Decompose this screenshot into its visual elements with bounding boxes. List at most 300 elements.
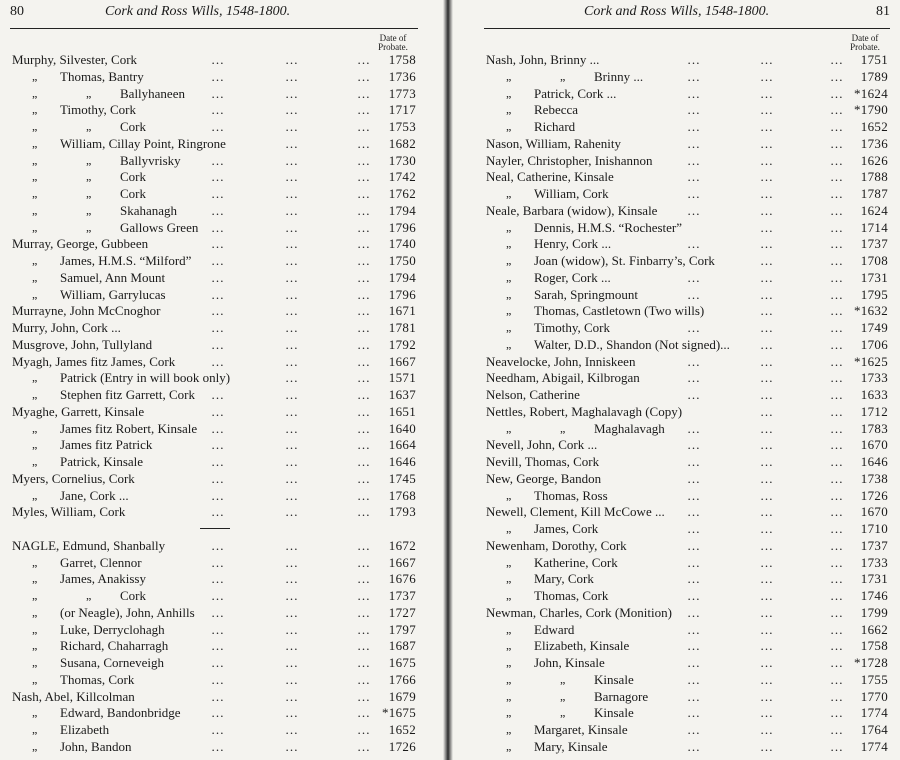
testator-name: Nevill, Thomas, Cork <box>486 454 600 469</box>
probate-year: 1764 <box>860 722 888 737</box>
leader-dots: … <box>830 119 844 134</box>
leader-dots: … <box>830 186 844 201</box>
testator-name: Newenham, Dorothy, Cork <box>486 537 627 553</box>
leader-dots: … <box>285 169 299 185</box>
ditto-mark: „ <box>506 85 512 100</box>
probate-year: 1676 <box>388 571 416 587</box>
leader-dots: … <box>687 621 701 637</box>
will-entry <box>484 186 890 203</box>
testator-name: Murry, John, Cork ... <box>12 320 121 335</box>
leader-dots: … <box>830 638 844 654</box>
ditto-mark: „ <box>86 186 92 200</box>
probate-year: 1787 <box>860 186 888 201</box>
will-entry <box>10 488 418 505</box>
leader-dots: … <box>211 504 225 520</box>
testator-name: William, Cork <box>534 186 609 201</box>
leader-dots: … <box>285 705 299 721</box>
testator-name: Cork <box>120 588 146 603</box>
will-entry <box>484 588 890 605</box>
will-entry <box>484 320 890 337</box>
probate-year: 1736 <box>860 135 888 151</box>
probate-year: 1766 <box>388 671 416 687</box>
right-page <box>484 0 890 760</box>
will-entry <box>484 672 890 689</box>
ditto-mark: „ <box>32 454 38 468</box>
leader-dots: … <box>760 303 774 319</box>
leader-dots: … <box>357 671 371 687</box>
probate-year: 1768 <box>388 487 416 503</box>
leader-dots: … <box>357 621 371 637</box>
leader-dots: … <box>760 571 774 587</box>
will-entry <box>484 119 890 136</box>
ditto-mark: „ <box>560 420 566 435</box>
probate-year: 1733 <box>860 554 888 570</box>
leader-dots: … <box>285 236 299 252</box>
leader-dots: … <box>830 102 844 118</box>
leader-dots: … <box>830 303 844 319</box>
leader-dots: … <box>830 336 844 352</box>
testator-name: James fitz Robert, Kinsale <box>60 420 198 436</box>
probate-year: 1675 <box>388 655 416 670</box>
leader-dots: … <box>830 722 844 737</box>
leader-dots: … <box>211 269 225 285</box>
leader-dots: … <box>687 387 701 402</box>
page-number: 80 <box>10 4 24 19</box>
leader-dots: … <box>211 537 225 553</box>
leader-dots: … <box>687 420 701 436</box>
leader-dots: … <box>357 403 371 419</box>
will-entry <box>484 253 890 270</box>
section-separator <box>10 521 418 538</box>
probate-year: *1624 <box>854 85 888 101</box>
leader-dots: … <box>830 738 844 754</box>
leader-dots: … <box>760 621 774 637</box>
testator-name: Nelson, Catherine <box>486 387 580 402</box>
leader-dots: … <box>687 671 701 687</box>
will-entry <box>10 538 418 555</box>
ditto-mark: „ <box>32 420 38 435</box>
probate-year: 1762 <box>388 186 416 201</box>
testator-name: Cork <box>120 169 146 185</box>
probate-year: *1632 <box>854 303 888 319</box>
ditto-mark: „ <box>506 219 512 234</box>
probate-year: 1646 <box>388 454 416 469</box>
leader-dots: … <box>830 470 844 486</box>
will-entry <box>10 320 418 337</box>
ditto-mark: „ <box>560 671 566 686</box>
leader-dots: … <box>285 554 299 570</box>
will-entry <box>484 521 890 538</box>
testator-name: James fitz Patrick <box>60 437 153 453</box>
leader-dots: … <box>357 638 371 654</box>
leader-dots: … <box>760 152 774 168</box>
will-entry <box>484 136 890 153</box>
will-entry <box>484 638 890 655</box>
will-entry <box>10 169 418 186</box>
ditto-mark: „ <box>32 621 38 636</box>
probate-year: 1774 <box>860 738 888 754</box>
leader-dots: … <box>830 152 844 168</box>
leader-dots: … <box>760 370 774 386</box>
leader-dots: … <box>211 722 225 737</box>
leader-dots: … <box>687 169 701 185</box>
ditto-mark: „ <box>506 420 512 435</box>
ditto-mark: „ <box>506 521 512 535</box>
leader-dots: … <box>357 320 371 335</box>
leader-dots: … <box>760 387 774 402</box>
probate-year: 1667 <box>388 353 416 369</box>
leader-dots: … <box>687 537 701 553</box>
leader-dots: … <box>687 604 701 620</box>
probate-year: 1794 <box>388 202 416 218</box>
probate-year: 1749 <box>860 320 888 335</box>
testator-name: Thomas, Cork <box>60 671 135 687</box>
will-entry <box>10 186 418 203</box>
probate-year: 1781 <box>388 320 416 335</box>
testator-name: Ballyvrisky <box>120 152 181 168</box>
testator-name: Sarah, Springmount <box>534 286 638 302</box>
testator-name: Rebecca <box>534 102 579 118</box>
testator-name: Patrick, Kinsale <box>60 454 144 469</box>
leader-dots: … <box>211 420 225 436</box>
testator-name: Neal, Catherine, Kinsale <box>486 169 614 185</box>
ditto-mark: „ <box>32 604 38 619</box>
leader-dots: … <box>211 437 225 453</box>
leader-dots: … <box>687 186 701 201</box>
will-entry <box>484 86 890 103</box>
leader-dots: … <box>357 604 371 620</box>
testator-name: Luke, Derryclohagh <box>60 621 165 637</box>
will-entry <box>10 236 418 253</box>
leader-dots: … <box>357 571 371 587</box>
leader-dots: … <box>211 353 225 369</box>
will-entry <box>10 638 418 655</box>
running-title: Cork and Ross Wills, 1548-1800. <box>105 4 291 19</box>
will-entry <box>10 69 418 86</box>
leader-dots: … <box>687 705 701 721</box>
will-entry <box>484 488 890 505</box>
testator-name: Cork <box>120 186 146 201</box>
testator-name: Neale, Barbara (widow), Kinsale <box>486 202 658 218</box>
leader-dots: … <box>760 269 774 285</box>
leader-dots: … <box>285 336 299 352</box>
ditto-mark: „ <box>506 671 512 686</box>
ditto-mark: „ <box>32 219 38 234</box>
leader-dots: … <box>687 286 701 302</box>
leader-dots: … <box>285 286 299 302</box>
leader-dots: … <box>211 236 225 252</box>
will-entry <box>484 270 890 287</box>
will-entry <box>10 287 418 304</box>
will-entry <box>484 370 890 387</box>
leader-dots: … <box>357 722 371 737</box>
will-entry <box>10 421 418 438</box>
will-entry <box>10 454 418 471</box>
probate-year: 1788 <box>860 169 888 185</box>
will-entry <box>484 437 890 454</box>
ditto-mark: „ <box>506 621 512 636</box>
probate-year: *1728 <box>854 655 888 670</box>
testator-name: Nash, John, Brinny ... <box>486 52 600 67</box>
leader-dots: … <box>357 554 371 570</box>
will-entry <box>484 555 890 572</box>
leader-dots: … <box>760 638 774 654</box>
testator-name: James, H.M.S. “Milford” <box>60 253 192 268</box>
leader-dots: … <box>285 437 299 453</box>
probate-year: 1737 <box>860 236 888 252</box>
leader-dots: … <box>285 102 299 118</box>
leader-dots: … <box>830 370 844 386</box>
probate-year: 1742 <box>388 169 416 185</box>
ditto-mark: „ <box>32 487 38 502</box>
testator-name: Timothy, Cork <box>60 102 136 118</box>
left-page <box>10 0 418 760</box>
leader-dots: … <box>830 52 844 67</box>
leader-dots: … <box>830 604 844 620</box>
leader-dots: … <box>357 688 371 704</box>
ditto-mark: „ <box>32 387 38 401</box>
leader-dots: … <box>830 135 844 151</box>
probate-year: 1633 <box>860 387 888 402</box>
probate-year: 1783 <box>860 420 888 436</box>
will-entry <box>10 203 418 220</box>
leader-dots: … <box>285 621 299 637</box>
testator-name: Garret, Clennor <box>60 554 142 570</box>
testator-name: Susana, Corneveigh <box>60 655 164 670</box>
leader-dots: … <box>760 353 774 369</box>
will-entry <box>484 705 890 722</box>
will-entry <box>10 136 418 153</box>
leader-dots: … <box>285 738 299 754</box>
leader-dots: … <box>760 604 774 620</box>
leader-dots: … <box>285 269 299 285</box>
leader-dots: … <box>285 537 299 553</box>
leader-dots: … <box>687 454 701 469</box>
probate-year: 1682 <box>388 135 416 151</box>
leader-dots: … <box>760 688 774 704</box>
ditto-mark: „ <box>506 286 512 301</box>
will-entry <box>484 689 890 706</box>
will-entry <box>10 119 418 136</box>
testator-name: Newman, Charles, Cork (Monition) <box>486 604 672 620</box>
probate-year: 1773 <box>388 85 416 101</box>
leader-dots: … <box>357 102 371 118</box>
will-entry <box>10 705 418 722</box>
leader-dots: … <box>357 202 371 218</box>
ditto-mark: „ <box>560 68 566 83</box>
leader-dots: … <box>830 671 844 687</box>
leader-dots: … <box>760 253 774 268</box>
leader-dots: … <box>830 202 844 218</box>
leader-dots: … <box>211 303 225 319</box>
ditto-mark: „ <box>86 588 92 602</box>
probate-year: 1727 <box>388 604 416 620</box>
will-entry <box>10 220 418 237</box>
probate-year: 1652 <box>860 119 888 134</box>
leader-dots: … <box>760 554 774 570</box>
leader-dots: … <box>830 286 844 302</box>
ditto-mark: „ <box>32 186 38 200</box>
probate-year: 1670 <box>860 437 888 453</box>
will-entry <box>484 236 890 253</box>
ditto-mark: „ <box>32 588 38 602</box>
probate-year: 1750 <box>388 253 416 268</box>
leader-dots: … <box>760 52 774 67</box>
leader-dots: … <box>357 269 371 285</box>
leader-dots: … <box>687 119 701 134</box>
testator-name: Thomas, Ross <box>534 487 608 503</box>
probate-year: 1708 <box>860 253 888 268</box>
ditto-mark: „ <box>506 102 512 117</box>
will-entry <box>484 69 890 86</box>
testator-name: Myles, William, Cork <box>12 504 126 520</box>
probate-year: 1758 <box>388 52 416 67</box>
testator-name: John, Bandon <box>60 738 132 754</box>
leader-dots: … <box>830 236 844 252</box>
leader-dots: … <box>830 487 844 503</box>
probate-year: 1731 <box>860 269 888 285</box>
ditto-mark: „ <box>506 186 512 200</box>
will-entry <box>484 421 890 438</box>
running-title: Cork and Ross Wills, 1548-1800. <box>584 4 770 19</box>
probate-year: 1687 <box>388 638 416 654</box>
probate-year: 1793 <box>388 504 416 520</box>
testator-name: Mary, Kinsale <box>534 738 608 754</box>
leader-dots: … <box>211 286 225 302</box>
leader-dots: … <box>830 253 844 268</box>
leader-dots: … <box>830 537 844 553</box>
leader-dots: … <box>687 320 701 335</box>
will-entry <box>10 739 418 756</box>
leader-dots: … <box>211 169 225 185</box>
header-rule <box>10 28 418 29</box>
probate-year: 1667 <box>388 554 416 570</box>
leader-dots: … <box>211 102 225 118</box>
testator-name: Roger, Cork ... <box>534 269 611 285</box>
leader-dots: … <box>211 738 225 754</box>
testator-name: John, Kinsale <box>534 655 605 670</box>
leader-dots: … <box>211 152 225 168</box>
will-entry <box>484 354 890 371</box>
leader-dots: … <box>760 504 774 520</box>
leader-dots: … <box>760 537 774 553</box>
leader-dots: … <box>357 219 371 235</box>
will-entry <box>484 504 890 521</box>
leader-dots: … <box>830 688 844 704</box>
leader-dots: … <box>760 219 774 235</box>
leader-dots: … <box>830 320 844 335</box>
leader-dots: … <box>760 186 774 201</box>
will-entry <box>484 220 890 237</box>
date-of-probate-header: Date of Probate. <box>378 33 408 52</box>
testator-name: Jane, Cork ... <box>60 487 129 503</box>
ditto-mark: „ <box>32 253 38 267</box>
leader-dots: … <box>357 119 371 134</box>
will-entry <box>484 722 890 739</box>
testator-name: (or Neagle), John, Anhills <box>60 604 195 620</box>
ditto-mark: „ <box>506 705 512 720</box>
leader-dots: … <box>760 671 774 687</box>
leader-dots: … <box>285 454 299 469</box>
leader-dots: … <box>211 638 225 654</box>
will-entry <box>10 555 418 572</box>
testator-name: Dennis, H.M.S. “Rochester” <box>534 219 683 235</box>
testator-name: Myers, Cornelius, Cork <box>12 470 135 486</box>
testator-name: Nettles, Robert, Maghalavagh (Copy) <box>486 403 683 419</box>
will-entry <box>10 622 418 639</box>
testator-name: Samuel, Ann Mount <box>60 269 166 285</box>
ditto-mark: „ <box>32 738 38 753</box>
ditto-mark: „ <box>32 554 38 569</box>
leader-dots: … <box>211 588 225 603</box>
will-entry <box>484 622 890 639</box>
ditto-mark: „ <box>32 655 38 669</box>
leader-dots: … <box>285 320 299 335</box>
leader-dots: … <box>760 655 774 670</box>
probate-year: 1712 <box>860 403 888 419</box>
leader-dots: … <box>211 621 225 637</box>
leader-dots: … <box>357 353 371 369</box>
leader-dots: … <box>687 588 701 603</box>
testator-name: Nevell, John, Cork ... <box>486 437 598 453</box>
will-entry <box>10 605 418 622</box>
testator-name: Timothy, Cork <box>534 320 610 335</box>
leader-dots: … <box>357 336 371 352</box>
header-rule <box>484 28 890 29</box>
separator-rule <box>200 528 230 529</box>
leader-dots: … <box>830 554 844 570</box>
leader-dots: … <box>285 52 299 67</box>
will-entry <box>484 337 890 354</box>
probate-year: *1625 <box>854 353 888 369</box>
leader-dots: … <box>285 219 299 235</box>
leader-dots: … <box>285 135 299 151</box>
ditto-mark: „ <box>560 705 566 720</box>
probate-year: 1640 <box>388 420 416 436</box>
ditto-mark: „ <box>32 202 38 217</box>
testator-name: Edward, Bandonbridge <box>60 705 181 721</box>
leader-dots: … <box>211 85 225 101</box>
leader-dots: … <box>760 738 774 754</box>
will-entry <box>484 605 890 622</box>
ditto-mark: „ <box>506 722 512 736</box>
leader-dots: … <box>830 571 844 587</box>
probate-year: *1675 <box>382 705 416 721</box>
testator-name: Thomas, Castletown (Two wills) <box>534 303 705 319</box>
leader-dots: … <box>285 470 299 486</box>
will-entry <box>484 303 890 320</box>
probate-year: 1652 <box>388 722 416 737</box>
ditto-mark: „ <box>32 437 38 452</box>
leader-dots: … <box>357 454 371 469</box>
leader-dots: … <box>285 119 299 134</box>
ditto-mark: „ <box>506 303 512 318</box>
ditto-mark: „ <box>86 85 92 100</box>
probate-year: 1671 <box>388 303 416 319</box>
leader-dots: … <box>830 437 844 453</box>
leader-dots: … <box>357 236 371 252</box>
leader-dots: … <box>687 722 701 737</box>
leader-dots: … <box>760 722 774 737</box>
leader-dots: … <box>760 286 774 302</box>
leader-dots: … <box>760 202 774 218</box>
leader-dots: … <box>687 152 701 168</box>
will-entry <box>10 153 418 170</box>
leader-dots: … <box>357 303 371 319</box>
leader-dots: … <box>760 135 774 151</box>
leader-dots: … <box>830 655 844 670</box>
testator-name: Richard, Chaharragh <box>60 638 169 654</box>
